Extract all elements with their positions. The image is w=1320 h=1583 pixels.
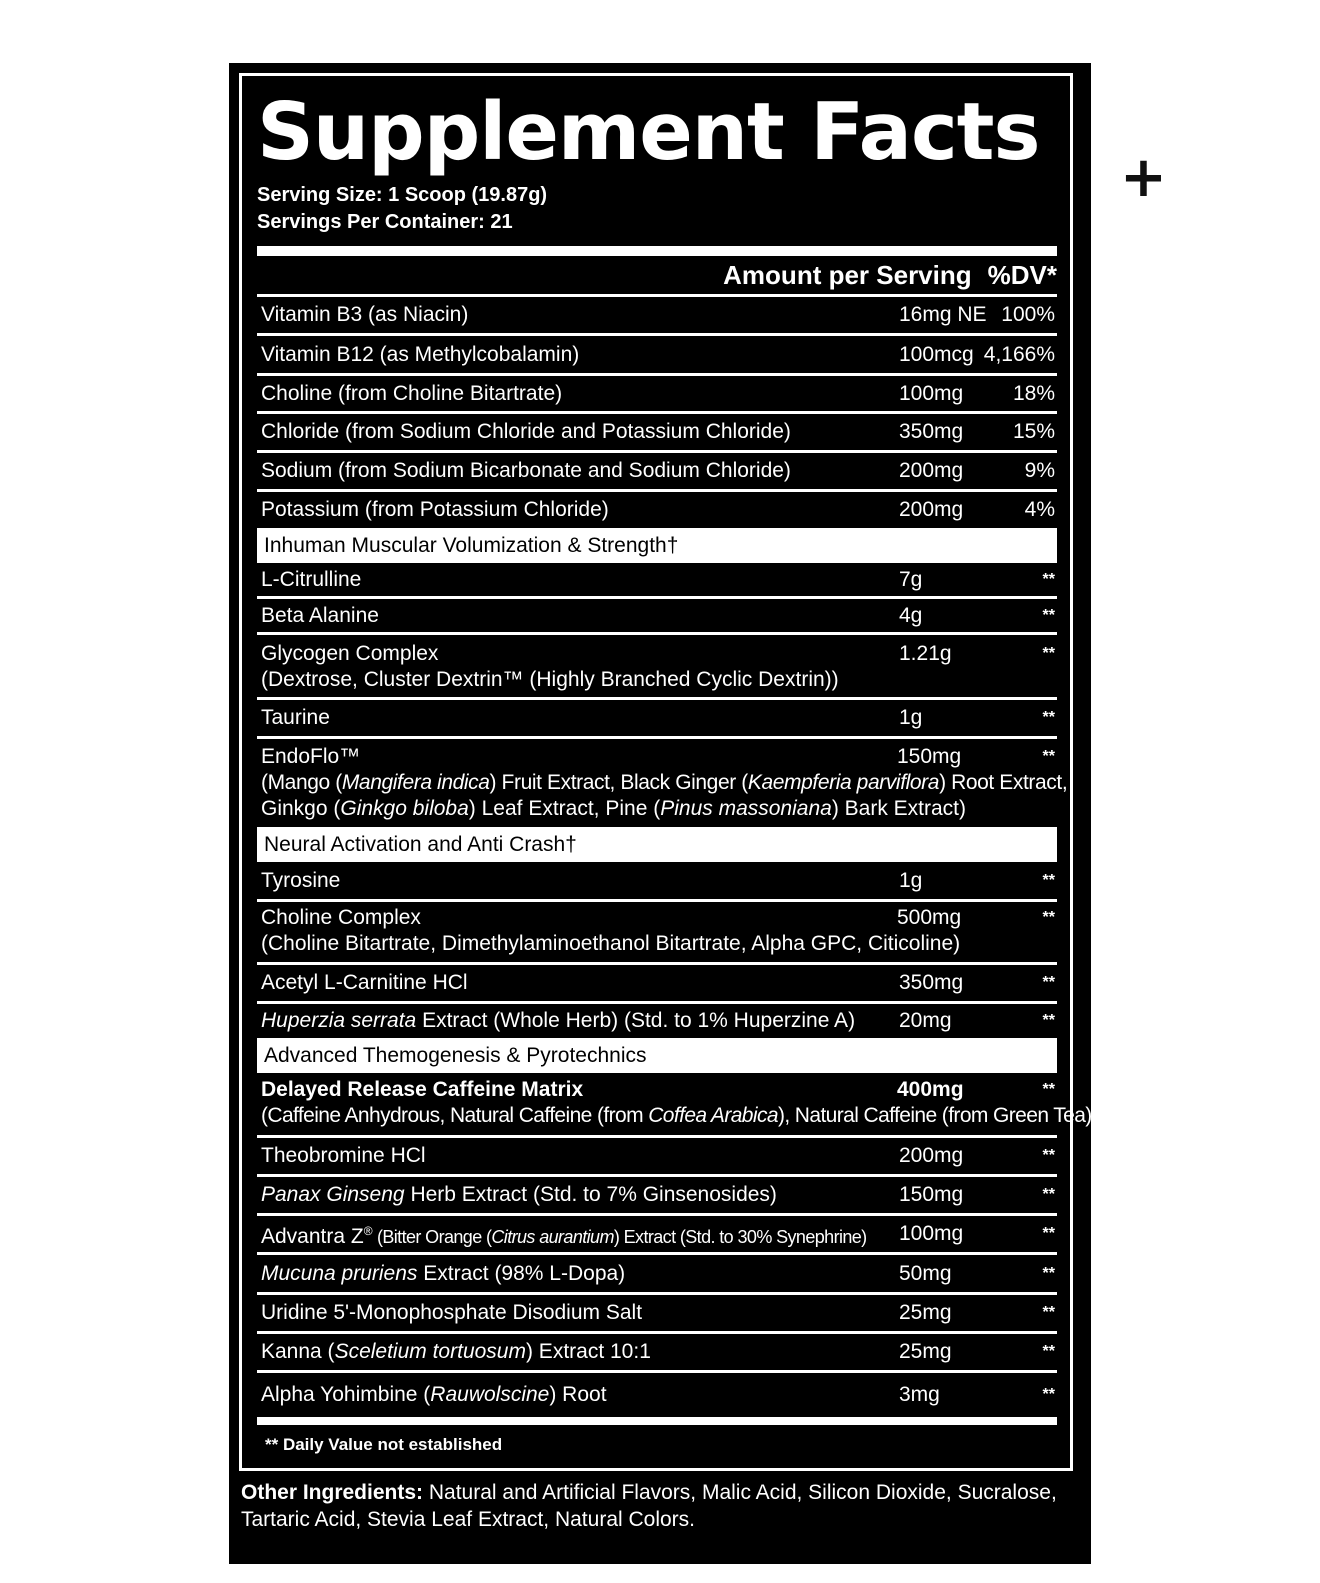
ingredient-row [257, 1295, 1057, 1331]
ingredient-subtext: (Choline Bitartrate, Dimethylaminoethanol Bitartrate, Alpha GPC, Citicoline) [261, 932, 961, 955]
ingredient-subtext [373, 1227, 867, 1247]
ingredient-name: Tyrosine [261, 868, 341, 892]
label-title: Supplement Facts [257, 86, 1040, 178]
ingredient-dv: ** [1042, 1186, 1055, 1203]
ingredient-name: L-Citrulline [261, 567, 362, 591]
nutrient-row [257, 414, 1057, 450]
ingredient-dv: ** [1042, 709, 1055, 726]
nutrient-row [257, 453, 1057, 489]
nutrient-name: Sodium (from Sodium Bicarbonate and Sodium Chloride) [261, 459, 791, 482]
ingredient-amount: 350mg [899, 971, 964, 994]
text: ) Bark Extract) [831, 797, 967, 820]
nutrient-amount: 200mg [899, 459, 964, 482]
nutrient-amount: 100mg [899, 381, 964, 405]
text: ) Root [549, 1383, 607, 1406]
text: ) Fruit Extract, Black Ginger ( [489, 771, 748, 794]
nutrient-name: Vitamin B12 (as Methylcobalamin) [261, 342, 580, 366]
ingredient-name: Acetyl L-Carnitine HCl [261, 971, 468, 994]
ingredient-amount: 7g [899, 567, 923, 591]
text: Advantra Z [261, 1225, 364, 1248]
ingredient-amount: 1g [899, 706, 923, 729]
ingredient-amount: 3mg [899, 1383, 940, 1406]
ingredient-row [257, 1004, 1057, 1038]
facts-panel [239, 73, 1099, 1471]
ingredient-name [257, 641, 899, 693]
nutrient-dv: 15% [1012, 420, 1055, 443]
text: Ginkgo ( [261, 797, 341, 820]
ingredient-row [257, 902, 1057, 962]
ingredient-name: Theobromine HCl [261, 1144, 426, 1167]
ingredient-row [257, 1334, 1057, 1370]
ingredient-dv: ** [1042, 1304, 1055, 1321]
ingredient-row [257, 599, 1057, 632]
other-ingredients-text: Natural and Artificial Flavors, Malic Acid, Silicon Dioxide, Sucralose, Tartaric Acid, Stevia Leaf Extract, Natural Colors. [241, 1481, 1057, 1531]
ingredient-amount: 100mg [899, 1222, 964, 1245]
ingredient-amount: 4g [899, 603, 923, 627]
latin-name: Huperzia serrata [261, 1009, 417, 1032]
ingredient-dv: ** [1042, 909, 1055, 926]
ingredient-dv: ** [1042, 1343, 1055, 1360]
ingredient-name [257, 1008, 899, 1034]
ingredient-amount: 200mg [899, 1144, 964, 1167]
ingredient-name: Taurine [261, 706, 330, 729]
ingredient-dv: ** [1042, 1012, 1055, 1029]
nutrient-name: Chloride (from Sodium Chloride and Potassium Chloride) [261, 420, 791, 443]
ingredient-subtext: (Dextrose, Cluster Dextrin™ (Highly Branched Cyclic Dextrin)) [261, 668, 839, 691]
supplement-facts-label [229, 63, 1099, 1564]
ingredient-row [257, 1177, 1057, 1213]
text: ), Natural Caffeine (from Green Tea)) [777, 1104, 1099, 1127]
nutrient-name: Choline (from Choline Bitartrate) [261, 381, 563, 405]
ingredient-row [257, 1073, 1099, 1135]
nutrient-dv: 4% [1024, 498, 1055, 521]
ingredient-row [257, 965, 1057, 1001]
dv-header: %DV* [987, 259, 1057, 290]
ingredient-row [257, 1373, 1057, 1417]
ingredient-row [257, 700, 1057, 736]
ingredient-dv: ** [1042, 1147, 1055, 1164]
ingredient-name [257, 1261, 899, 1287]
latin-name: Kaempferia parviflora [747, 771, 940, 794]
ingredient-row [257, 1138, 1057, 1174]
ingredient-dv: ** [1042, 606, 1055, 624]
ingredient-amount: 150mg [897, 745, 962, 768]
serving-info [257, 182, 1057, 236]
ingredient-amount: 1g [899, 868, 923, 892]
other-ingredients [241, 1479, 1086, 1533]
text: Extract (98% L-Dopa) [417, 1261, 626, 1285]
ingredient-name [257, 1218, 899, 1250]
text: Alpha Yohimbine ( [261, 1383, 431, 1406]
thick-divider [257, 1417, 1057, 1425]
ingredient-row [257, 1255, 1057, 1292]
nutrient-row [257, 492, 1057, 528]
daily-value-footnote: ** Daily Value not established [265, 1435, 503, 1454]
latin-name: Rauwolscine [430, 1383, 550, 1406]
text: (Bitter Orange ( [372, 1227, 492, 1247]
text: (Mango ( [261, 771, 342, 794]
nutrient-name: Potassium (from Potassium Chloride) [261, 498, 609, 521]
nutrient-dv: 18% [1012, 381, 1055, 405]
latin-name: Sceletium tortuosum [334, 1340, 526, 1363]
ingredient-dv: ** [1042, 974, 1055, 991]
section-header-muscular: Inhuman Muscular Volumization & Strength† [257, 528, 1057, 563]
ingredient-title: Delayed Release Caffeine Matrix [261, 1078, 584, 1101]
latin-name: Mangifera indica [341, 771, 490, 794]
latin-name: Ginkgo biloba [340, 797, 469, 820]
registered-mark: ® [363, 1224, 373, 1238]
nutrient-amount: 200mg [899, 498, 964, 521]
ingredient-row [257, 635, 1057, 697]
plus-icon[interactable]: + [1120, 145, 1167, 210]
text: Extract (Whole Herb) (Std. to 1% Huperzine A) [416, 1009, 856, 1032]
amount-per-serving-header: Amount per Serving [723, 259, 972, 290]
ingredient-row [257, 862, 1057, 899]
latin-name: Coffea Arabica [648, 1104, 778, 1127]
ingredient-row [257, 1216, 1057, 1252]
section-header-neural: Neural Activation and Anti Crash† [257, 827, 1057, 862]
ingredient-title: Choline Complex [261, 906, 421, 929]
nutrient-amount: 100mcg [899, 342, 974, 366]
ingredient-name [257, 1182, 899, 1208]
text: ) Extract 10:1 [525, 1340, 651, 1363]
nutrient-amount: 350mg [899, 420, 964, 443]
nutrient-row [257, 336, 1057, 373]
text: Kanna ( [261, 1340, 335, 1363]
ingredient-name [257, 1339, 899, 1365]
text: Herb Extract (Std. to 7% Ginsenosides) [404, 1183, 777, 1206]
ingredient-dv: ** [1042, 1225, 1055, 1242]
ingredient-row [257, 563, 1057, 596]
text: ) Root Extract, [939, 771, 1068, 794]
nutrient-dv: 4,166% [983, 342, 1055, 366]
text: ) Extract (Std. to 30% Synephrine) [613, 1227, 867, 1247]
ingredient-title: EndoFlo™ [261, 745, 361, 768]
nutrient-dv: 9% [1024, 459, 1055, 482]
ingredient-row [257, 739, 1068, 827]
section-header-thermogenesis: Advanced Themogenesis & Pyrotechnics [257, 1038, 1057, 1073]
ingredient-subtext-line [261, 770, 1067, 796]
latin-name: Pinus massoniana [660, 797, 832, 820]
ingredient-amount: 150mg [899, 1183, 964, 1206]
ingredient-amount: 20mg [899, 1009, 952, 1032]
facts-inner [257, 76, 1099, 1455]
nutrient-row [257, 297, 1057, 333]
ingredient-dv: ** [1042, 1264, 1055, 1282]
nutrient-row [257, 376, 1057, 411]
latin-name: Mucuna pruriens [261, 1261, 418, 1285]
serving-size: Serving Size: 1 Scoop (19.87g) [257, 184, 548, 206]
text: ) Leaf Extract, Pine ( [468, 797, 661, 820]
nutrient-amount: 16mg NE [899, 303, 987, 326]
ingredient-dv: ** [1042, 1081, 1055, 1098]
ingredient-amount: 25mg [899, 1301, 952, 1324]
latin-name: Panax Ginseng [261, 1183, 405, 1206]
ingredient-name: Beta Alanine [261, 603, 379, 627]
ingredient-amount: 25mg [899, 1340, 952, 1363]
ingredient-amount: 50mg [899, 1261, 952, 1285]
thick-divider [257, 246, 1057, 256]
ingredient-subtext-line [261, 796, 1067, 822]
servings-per-container: Servings Per Container: 21 [257, 211, 513, 233]
ingredient-dv: ** [1042, 748, 1055, 765]
ingredient-dv: ** [1042, 1386, 1055, 1403]
ingredient-amount: 400mg [897, 1078, 964, 1101]
text: (Caffeine Anhydrous, Natural Caffeine (from [261, 1104, 649, 1127]
ingredient-subtext [261, 1103, 1098, 1129]
ingredient-amount: 1.21g [899, 642, 952, 665]
ingredient-name [257, 1382, 899, 1408]
ingredient-amount: 500mg [897, 906, 962, 929]
nutrient-dv: 100% [1001, 303, 1055, 326]
ingredient-dv: ** [1042, 570, 1055, 588]
ingredient-title: Glycogen Complex [261, 642, 439, 665]
ingredient-name: Uridine 5'-Monophosphate Disodium Salt [261, 1301, 643, 1324]
other-ingredients-label: Other Ingredients: [241, 1481, 424, 1504]
column-header [257, 256, 1057, 294]
ingredient-dv: ** [1042, 645, 1055, 662]
latin-name: Citrus aurantium [491, 1227, 614, 1247]
nutrient-name: Vitamin B3 (as Niacin) [261, 303, 469, 326]
ingredient-dv: ** [1042, 871, 1055, 889]
